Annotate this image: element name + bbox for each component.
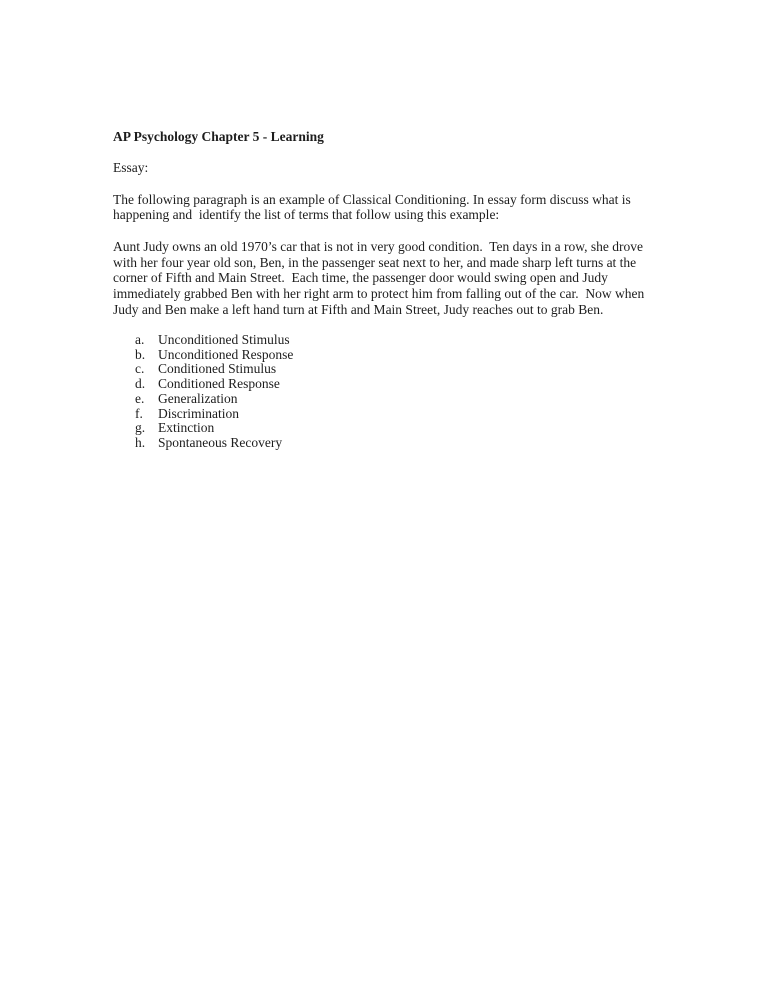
term-item [113,333,653,348]
term-marker: h. [135,435,146,450]
intro-paragraph: The following paragraph is an example of Classical Conditioning. In essay form discuss what is happening and identify the list of terms that follow using this example: [113,191,635,223]
term-item [113,407,653,422]
term-marker: d. [135,376,146,392]
term-marker: c. [135,361,145,377]
document-content [113,129,653,451]
term-marker: a. [135,332,145,348]
term-item [113,348,653,363]
term-marker: f. [135,405,143,421]
term-item [113,392,653,407]
term-marker: e. [135,390,145,406]
term-item [113,421,653,436]
term-item [113,377,653,392]
scenario-paragraph: Aunt Judy owns an old 1970’s car that is not in very good condition. Ten days in a row, she drove with her four year old son, Ben, in the passenger seat next to her, and made sharp left turns at the corner of Fifth and Main Street. Each time, the passenger door would swing open and Judy immediately grabbed Ben with her right arm to protect him from falling out of the car. Now when Judy and Ben make a left hand turn at Fifth and Main Street, Judy reaches out to grab Ben. [113,238,648,317]
term-label: Conditioned Response [158,376,280,392]
term-marker: b. [135,346,146,362]
term-item [113,436,653,451]
term-label: Spontaneous Recovery [158,435,283,450]
term-label: Discrimination [158,405,239,421]
term-label: Extinction [158,420,215,436]
term-marker: g. [135,420,146,436]
term-label: Unconditioned Response [158,346,294,362]
essay-label: Essay: [113,160,149,176]
term-label: Generalization [158,390,238,406]
term-label: Conditioned Stimulus [158,361,277,377]
terms-list [113,333,653,451]
term-label: Unconditioned Stimulus [158,332,290,348]
document-title: AP Psychology Chapter 5 - Learning [113,129,324,144]
term-item [113,362,653,377]
